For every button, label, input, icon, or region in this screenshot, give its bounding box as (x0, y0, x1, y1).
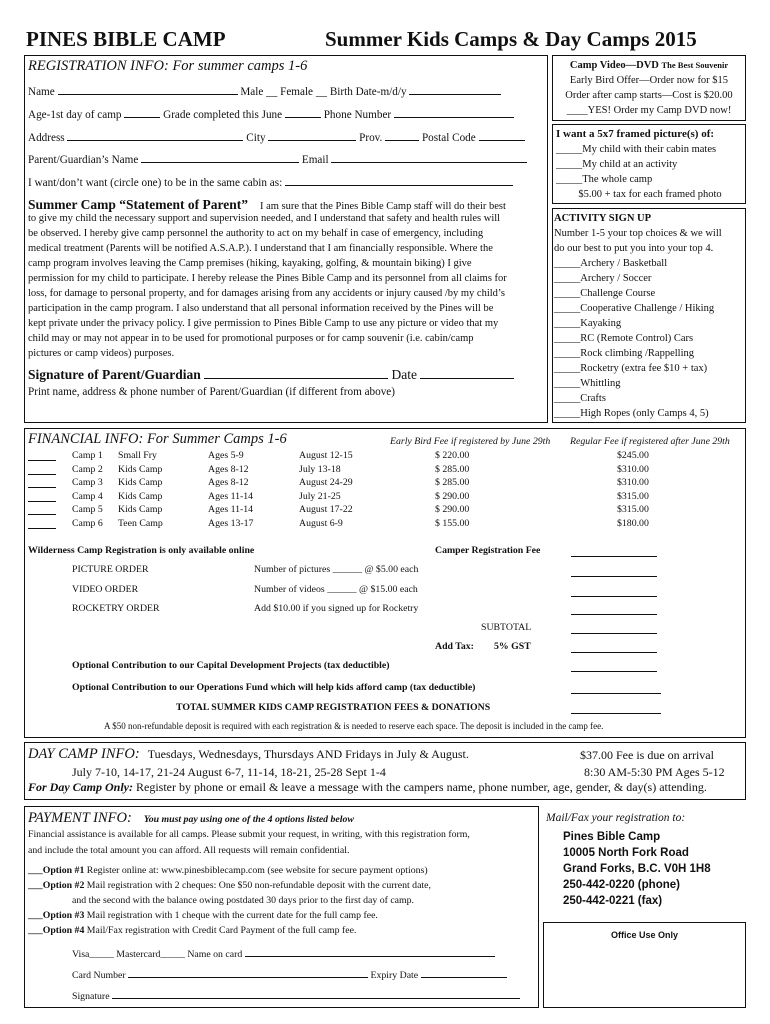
activity-content (554, 211, 744, 421)
option-3-label[interactable]: ___Option #3 (28, 910, 85, 921)
video-line2: Order after camp starts—Cost is $20.00 (565, 90, 733, 101)
camp-dates-cell: July 21-25 (299, 490, 341, 502)
page-subtitle: Summer Kids Camps & Day Camps 2015 (325, 27, 697, 51)
capital-contribution-field[interactable] (571, 671, 657, 672)
cabin-row (28, 175, 513, 189)
camp-type-cell: Kids Camp (118, 490, 163, 502)
picture-option[interactable]: _____My child at an activity (556, 159, 678, 170)
mail-line: Pines Bible Camp (563, 831, 661, 843)
activity-title: ACTIVITY SIGN UP (554, 213, 652, 224)
camp-video-content (553, 58, 745, 118)
camp-type-cell: Kids Camp (118, 504, 163, 516)
option-2-label[interactable]: ___Option #2 (28, 880, 85, 891)
daycamp-dates: July 7-10, 14-17, 21-24 August 6-7, 11-14, 18-21, 25-28 Sept 1-4 (72, 765, 386, 779)
signature-label: Signature of Parent/Guardian (28, 367, 201, 382)
camp-dates-cell: August 24-29 (299, 477, 353, 489)
print-label: Print name, address & phone number of Parent/Guardian (if different from above) (28, 386, 396, 398)
camp-name: PINES BIBLE CAMP (26, 27, 226, 51)
email-field[interactable] (331, 152, 527, 163)
activity-option[interactable]: _____High Ropes (only Camps 4, 5) (554, 408, 709, 419)
picture-title: I want a 5x7 framed picture(s) of: (556, 128, 715, 140)
option-2-text-cont: and the second with the balance owing postdated 30 days prior to the first day of camp. (72, 895, 414, 906)
parent-label: Parent/Guardian’s Name (28, 154, 139, 166)
camp-type-cell: Kids Camp (118, 463, 163, 475)
add-tax-label: Add Tax: (435, 641, 474, 652)
name-field[interactable] (58, 84, 238, 95)
option-3-text: Mail registration with 1 cheque with the current date for the full camp fee. (86, 910, 378, 921)
address-row (28, 130, 525, 144)
deposit-note: A $50 non-refundable deposit is required with each registration & is needed to reserve each space. The deposit is included in the camp fee. (104, 721, 604, 731)
name-on-card-field[interactable] (245, 946, 495, 957)
office-use-label: Office Use Only (610, 930, 679, 940)
mail-line: 10005 North Fork Road (563, 847, 689, 859)
postal-field[interactable] (479, 130, 525, 141)
subtotal-field[interactable] (571, 633, 657, 634)
grade-label: Grade completed this June (163, 109, 283, 121)
assistance-line: Financial assistance is available for all camps. Please submit your request, in writing, with this registration form, (28, 829, 470, 840)
phone-field[interactable] (394, 107, 514, 118)
daycamp-only-text: Register by phone or email & leave a message with the campers name, phone number, age, gender, & day(s) attending. (136, 780, 707, 794)
camp-dates-cell: August 12-15 (299, 450, 353, 461)
statement-line: to give my child the necessary support and supervision needed, and I understand that safety and health rules will (28, 213, 501, 224)
city-label: City (246, 132, 266, 144)
camp-select-blank[interactable] (28, 528, 56, 529)
camp-early-cell: $ 220.00 (435, 450, 470, 461)
camp-ages-cell: Ages 8-12 (208, 477, 249, 489)
mail-address (563, 829, 711, 909)
card-type-row (72, 946, 495, 960)
parent-row (28, 152, 527, 166)
camp-regular-cell: $315.00 (617, 490, 649, 502)
camp-dates-cell: July 13-18 (299, 463, 341, 475)
cabin-mate-field[interactable] (285, 175, 513, 186)
rocketry-total-field[interactable] (571, 614, 657, 615)
camp-regular-cell: $180.00 (617, 518, 649, 529)
parent-field[interactable] (141, 152, 299, 163)
activity-intro: Number 1-5 your top choices & we will (554, 228, 722, 239)
video-order-label: VIDEO ORDER (72, 584, 139, 595)
mail-line: 250-442-0221 (fax) (563, 895, 663, 907)
operations-contribution-field[interactable] (571, 693, 661, 694)
daycamp-fee: $37.00 Fee is due on arrival (580, 748, 714, 762)
daycamp-heading: DAY CAMP INFO: (28, 746, 140, 762)
capital-contribution-label: Optional Contribution to our Capital Development Projects (tax deductible) (72, 660, 390, 671)
activity-option[interactable]: _____Rock climbing /Rappelling (554, 348, 694, 359)
camp-ages-cell: Ages 8-12 (208, 463, 249, 475)
card-signature-field[interactable] (112, 988, 520, 999)
activity-option[interactable]: _____Challenge Course (554, 288, 656, 299)
registration-heading: REGISTRATION INFO: For summer camps 1-6 (28, 58, 308, 74)
statement-heading: Summer Camp “Statement of Parent” (28, 197, 248, 212)
activity-option[interactable]: _____Archery / Soccer (554, 273, 652, 284)
camp-type-cell: Teen Camp (118, 518, 163, 529)
statement-line: child may or may not appear in to be used for promotional purposes or for camp souvenir (i.e. cabin/camp (28, 333, 474, 344)
age-field[interactable] (124, 107, 160, 118)
daycamp-only-row (28, 780, 707, 795)
camper-fee-field[interactable] (571, 556, 657, 557)
male-label[interactable]: Male __ (240, 86, 278, 98)
rocketry-order-detail: Add $10.00 if you signed up for Rocketry (254, 603, 419, 614)
card-number-label: Card Number (72, 970, 126, 981)
age-label: Age-1st day of camp (28, 109, 122, 121)
activity-intro: do our best to put you into your top 4. (554, 243, 714, 254)
picture-option[interactable]: _____The whole camp (556, 174, 653, 185)
camp-regular-cell: $310.00 (617, 463, 649, 475)
camp-regular-cell: $310.00 (617, 477, 649, 489)
statement-line: pictures or camp videos) purposes. (28, 348, 175, 359)
camp-ages-cell: Ages 11-14 (208, 504, 254, 516)
option-3[interactable] (28, 910, 378, 921)
mail-line: Grand Forks, B.C. V0H 1H8 (563, 863, 711, 875)
camp-early-cell: $ 285.00 (435, 477, 470, 489)
name-label: Name (28, 86, 55, 98)
activity-option[interactable]: _____Archery / Basketball (554, 258, 668, 269)
camp-regular-cell: $245.00 (617, 450, 649, 461)
camp-ages-cell: Ages 11-14 (208, 490, 254, 502)
card-number-field[interactable] (128, 967, 368, 978)
statement-line: participation in the camp program. I also understand that all personal information received by the Pines will be (28, 303, 494, 314)
daycamp-hours: 8:30 AM-5:30 PM Ages 5-12 (584, 765, 725, 779)
camp-early-cell: $ 290.00 (435, 490, 470, 502)
signature-row (28, 367, 514, 383)
postal-label: Postal Code (421, 132, 476, 144)
subtotal-label: SUBTOTAL (481, 622, 532, 633)
payment-must: You must pay using one of the 4 options listed below (143, 814, 354, 825)
card-type-label[interactable]: Visa_____ Mastercard_____ Name on card (72, 949, 243, 960)
daycamp-heading-row (28, 745, 469, 763)
camp-early-cell: $ 155.00 (435, 518, 470, 529)
prov-field[interactable] (385, 130, 419, 141)
card-signature-row (72, 988, 520, 1002)
camp-select-blank[interactable] (28, 514, 56, 515)
picture-order-detail[interactable]: Number of pictures ______ @ $5.00 each (254, 564, 419, 575)
option-4-label[interactable]: ___Option #4 (28, 925, 85, 936)
activity-option[interactable]: _____RC (Remote Control) Cars (554, 333, 694, 344)
card-signature-label: Signature (72, 991, 110, 1002)
camp-dates-cell: August 17-22 (299, 504, 353, 516)
camp-regular-cell: $315.00 (617, 504, 649, 516)
video-order-detail[interactable]: Number of videos ______ @ $15.00 each (254, 584, 418, 595)
camp-camp-cell: Camp 1 (72, 450, 103, 461)
rocketry-order-label: ROCKETRY ORDER (72, 603, 160, 614)
camp-camp-cell: Camp 5 (72, 504, 103, 516)
signature-field[interactable] (204, 368, 388, 379)
gst-field[interactable] (571, 652, 657, 653)
option-1-text: Register online at: www.pinesbiblecamp.com (see website for secure payment options) (86, 865, 428, 876)
statement-line: loss, for damage to personal property, and for damages arising from any accidents or injury caused /by my child’s (28, 288, 505, 299)
statement-line: kept private under the privacy policy. I give permission to Pines Bible Camp to use any picture or video that my (28, 318, 499, 329)
total-label: TOTAL SUMMER KIDS CAMP REGISTRATION FEES & DONATIONS (176, 702, 491, 713)
date-label: Date (391, 367, 417, 382)
statement-line: be observed. I hereby give camp personnel the authority to act on my behalf in case of emergency, including (28, 228, 484, 239)
camp-camp-cell: Camp 6 (72, 518, 103, 529)
expiry-label: Expiry Date (370, 970, 419, 981)
address-label: Address (28, 132, 65, 144)
camp-camp-cell: Camp 2 (72, 463, 103, 475)
early-fee-heading: Early Bird Fee if registered by June 29th (390, 436, 551, 447)
payment-heading: PAYMENT INFO: (28, 810, 132, 826)
payment-heading-row (28, 809, 354, 827)
option-4[interactable] (28, 925, 356, 936)
date-field[interactable] (420, 368, 514, 379)
financial-heading: FINANCIAL INFO: For Summer Camps 1-6 (28, 431, 287, 447)
camp-select-blank[interactable] (28, 487, 56, 488)
statement-line: camp program involves leaving the Camp premises (hiking, kayaking, golfing, & mountain biking) I give (28, 258, 472, 269)
total-field[interactable] (571, 713, 661, 714)
picture-content (556, 127, 744, 202)
camp-early-cell: $ 290.00 (435, 504, 470, 516)
camp-type-cell: Small Fry (118, 450, 157, 461)
camp-camp-cell: Camp 4 (72, 490, 103, 502)
birth-label: Birth Date-m/d/y (329, 86, 407, 98)
camp-select-blank[interactable] (28, 474, 56, 475)
video-title: Camp Video—DVD (569, 60, 659, 71)
option-2-text: Mail registration with 2 cheques: One $50 non-refundable deposit with the current date, (86, 880, 431, 891)
video-order-checkbox[interactable]: ____YES! Order my Camp DVD now! (566, 105, 732, 116)
statement-line: medical treatment (Parents will be notified A.S.A.P.). I understand that I am financially responsible. Where the (28, 243, 493, 254)
operations-contribution-label: Optional Contribution to our Operations Fund which will help kids afford camp (tax deductible) (72, 682, 476, 693)
picture-price: $5.00 + tax for each framed photo (578, 189, 722, 200)
activity-option[interactable]: _____Kayaking (554, 318, 622, 329)
activity-option[interactable]: _____Whittling (554, 378, 621, 389)
expiry-field[interactable] (421, 967, 507, 978)
name-row (28, 84, 501, 98)
birth-date-field[interactable] (409, 84, 501, 95)
statement-line-0: I am sure that the Pines Bible Camp staff will do their best (259, 201, 506, 212)
activity-option[interactable]: _____Rocketry (extra fee $10 + tax) (554, 363, 708, 374)
camper-fee-label: Camper Registration Fee (435, 545, 541, 556)
daycamp-days: Tuesdays, Wednesdays, Thursdays AND Fridays in July & August. (147, 747, 469, 761)
daycamp-only-label: For Day Camp Only: (28, 780, 133, 794)
statement-text (28, 211, 546, 361)
cabin-label[interactable]: I want/don’t want (circle one) to be in the same cabin as: (28, 177, 283, 189)
video-line1: Early Bird Offer—Order now for $15 (569, 75, 729, 86)
picture-total-field[interactable] (571, 576, 657, 577)
wilderness-note: Wilderness Camp Registration is only available online (28, 545, 255, 556)
camp-dates-cell: August 6-9 (299, 518, 343, 529)
email-label: Email (301, 154, 329, 166)
activity-option[interactable]: _____Cooperative Challenge / Hiking (554, 303, 715, 314)
age-row (28, 107, 514, 121)
activity-option[interactable]: _____Crafts (554, 393, 606, 404)
phone-label: Phone Number (323, 109, 392, 121)
option-4-text: Mail/Fax registration with Credit Card Payment of the full camp fee. (86, 925, 357, 936)
regular-fee-heading: Regular Fee if registered after June 29th (570, 436, 730, 447)
prov-label: Prov. (359, 132, 383, 144)
camp-ages-cell: Ages 13-17 (208, 518, 254, 529)
female-label[interactable]: Female __ (280, 86, 328, 98)
camp-early-cell: $ 285.00 (435, 463, 470, 475)
card-number-row (72, 967, 507, 981)
camp-select-blank[interactable] (28, 460, 56, 461)
statement-line: permission for my child to participate. I hereby release the Pines Bible Camp and its personnel from all claims for (28, 273, 507, 284)
option-1[interactable] (28, 865, 428, 876)
camp-select-blank[interactable] (28, 501, 56, 502)
option-1-label[interactable]: ___Option #1 (28, 865, 85, 876)
camp-camp-cell: Camp 3 (72, 477, 103, 489)
picture-order-label: PICTURE ORDER (72, 564, 149, 575)
mail-line: 250-442-0220 (phone) (563, 879, 680, 891)
gst-label: 5% GST (494, 641, 531, 652)
grade-field[interactable] (285, 107, 321, 118)
option-2[interactable] (28, 880, 431, 891)
video-total-field[interactable] (571, 596, 657, 597)
camp-ages-cell: Ages 5-9 (208, 450, 244, 461)
address-field[interactable] (67, 130, 243, 141)
picture-option[interactable]: _____My child with their cabin mates (556, 144, 717, 155)
assistance-line: and include the total amount you can afford. All requests will remain confidential. (28, 845, 350, 856)
video-title-small: The Best Souvenir (661, 60, 729, 70)
mail-heading: Mail/Fax your registration to: (546, 812, 686, 824)
city-field[interactable] (268, 130, 356, 141)
camp-type-cell: Kids Camp (118, 477, 163, 489)
